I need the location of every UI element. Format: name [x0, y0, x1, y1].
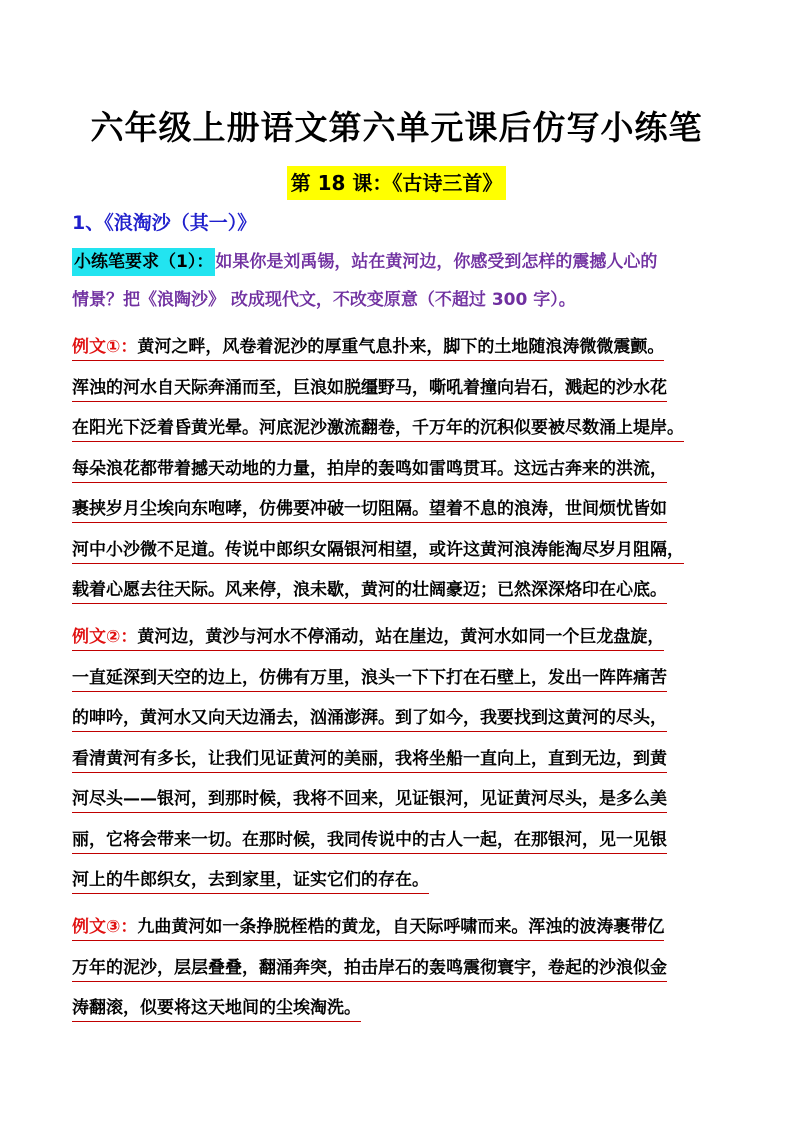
- poem-heading: 1、《浪淘沙（其一）》: [72, 212, 257, 234]
- example-2-line: 的呻吟，黄河水又向天边涌去，汹涌澎湃。到了如今，我要找到这黄河的尽头，: [72, 698, 724, 739]
- example-2-line: 丽，它将会带来一切。在那时候，我同传说中的古人一起，在那银河，见一见银: [72, 820, 724, 861]
- requirement-paragraph: [72, 243, 724, 319]
- requirement-label: 小练笔要求（1）：: [72, 248, 215, 276]
- example-1-tag: 例文①：: [72, 337, 138, 357]
- lesson-heading: 第 18 课：《古诗三首》: [287, 166, 507, 200]
- example-3-line: 例文③：九曲黄河如一条挣脱桎梏的黄龙，自天际呼啸而来。浑浊的波涛裹带亿: [72, 907, 724, 948]
- example-1-line: 载着心愿去往天际。风来停，浪未歇，黄河的壮阔豪迈；已然深深烙印在心底。: [72, 570, 724, 611]
- example-2-line: 例文②：黄河边，黄沙与河水不停涌动，站在崖边，黄河水如同一个巨龙盘旋，: [72, 617, 724, 658]
- example-3-line: 涛翻滚，似要将这天地间的尘埃淘洗。: [72, 988, 724, 1029]
- requirement-text-line1: 如果你是刘禹锡，站在黄河边，你感受到怎样的震撼人心的: [215, 252, 658, 272]
- example-2-line: 河尽头——银河，到那时候，我将不回来，见证银河，见证黄河尽头，是多么美: [72, 779, 724, 820]
- example-2-line: 看清黄河有多长，让我们见证黄河的美丽，我将坐船一直向上，直到无边，到黄: [72, 739, 724, 780]
- example-3-tag: 例文③：: [72, 917, 138, 937]
- example-2-tag: 例文②：: [72, 627, 138, 647]
- example-3-line: 万年的泥沙，层层叠叠，翻涌奔突，拍击岸石的轰鸣震彻寰宇，卷起的沙浪似金: [72, 948, 724, 989]
- example-1-line: 河中小沙微不足道。传说中郎织女隔银河相望，或许这黄河浪涛能淘尽岁月阻隔，: [72, 530, 724, 571]
- example-1-line: 裹挟岁月尘埃向东咆哮，仿佛要冲破一切阻隔。望着不息的浪涛，世间烦忧皆如: [72, 489, 724, 530]
- example-1: [72, 327, 724, 611]
- example-1-line: 每朵浪花都带着撼天动地的力量，拍岸的轰鸣如雷鸣贯耳。这远古奔来的洪流，: [72, 449, 724, 490]
- example-2-line: 河上的牛郎织女，去到家里，证实它们的存在。: [72, 860, 724, 901]
- example-1-line: 在阳光下泛着昏黄光晕。河底泥沙激流翻卷，千万年的沉积似要被尽数涌上堤岸。: [72, 408, 724, 449]
- example-2-line: 一直延深到天空的边上，仿佛有万里，浪头一下下打在石壁上，发出一阵阵痛苦: [72, 658, 724, 699]
- requirement-text-line2: 情景？把《浪陶沙》 改成现代文，不改变原意（不超过 300 字）。: [72, 290, 576, 310]
- example-2: [72, 617, 724, 901]
- example-3: [72, 907, 724, 1029]
- example-1-line: 例文①：黄河之畔，风卷着泥沙的厚重气息扑来，脚下的土地随浪涛微微震颤。: [72, 327, 724, 368]
- lesson-heading-wrap: [0, 166, 793, 200]
- page-title: 六年级上册语文第六单元课后仿写小练笔: [90, 108, 703, 147]
- example-1-line: 浑浊的河水自天际奔涌而至，巨浪如脱缰野马，嘶吼着撞向岩石，溅起的沙水花: [72, 368, 724, 409]
